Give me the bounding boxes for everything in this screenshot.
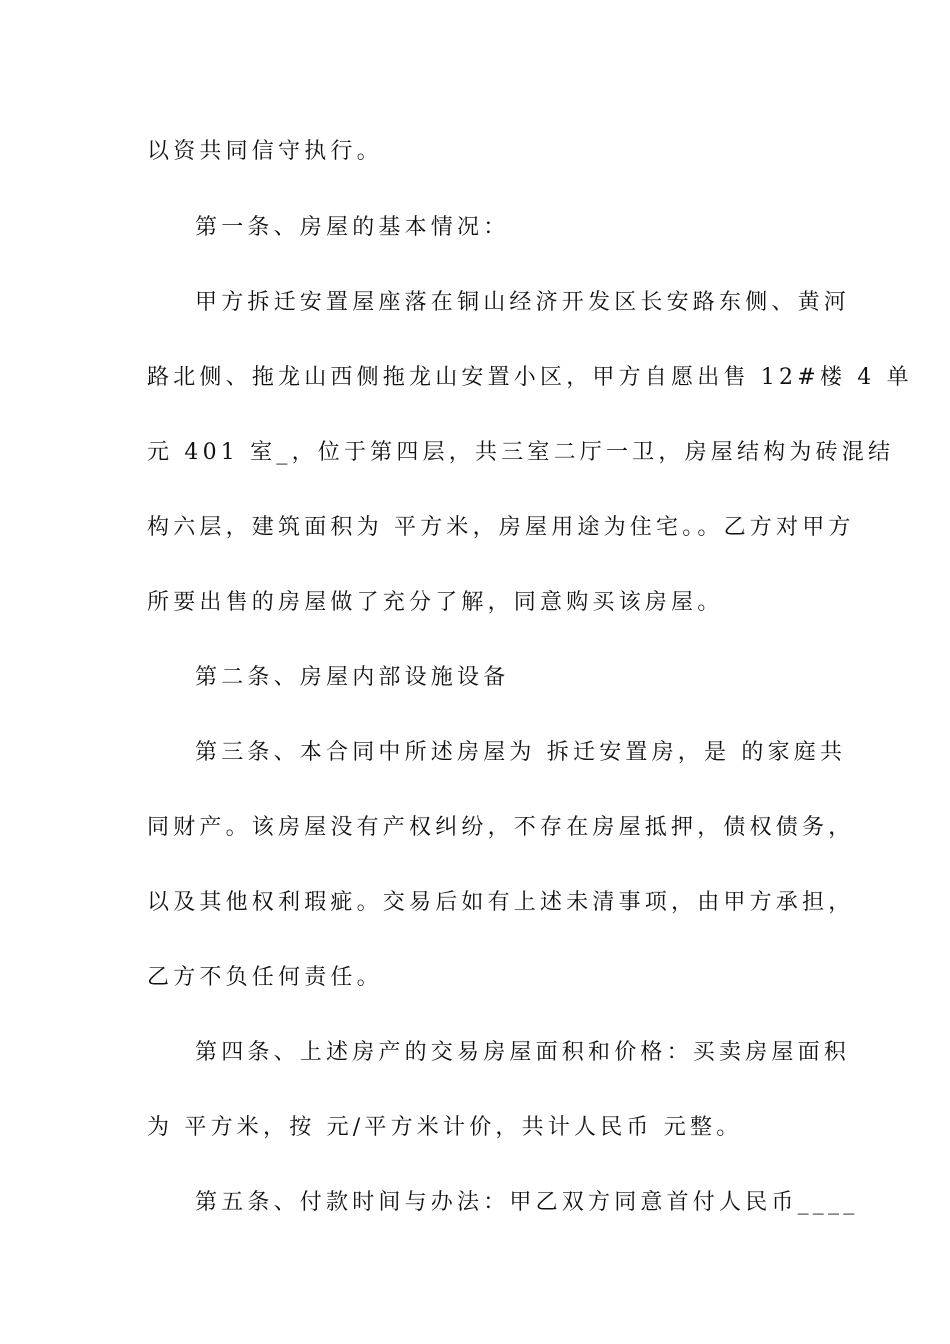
paragraph-line: 所要出售的房屋做了充分了解，同意购买该房屋。 (147, 590, 724, 615)
paragraph-line: 甲方拆迁安置屋座落在铜山经济开发区长安路东侧、黄河 (195, 290, 851, 315)
clause-1-heading: 第一条、房屋的基本情况： (195, 215, 510, 240)
paragraph-line: 为 平方米，按 元/平方米计价，共计人民币 元整。 (147, 1115, 743, 1140)
clause-5-line: 第五条、付款时间与办法：甲乙双方同意首付人民币____ (195, 1190, 859, 1215)
paragraph-line: 同财产。该房屋没有产权纠纷，不存在房屋抵押，债权债务， (147, 815, 855, 840)
paragraph-line: 以及其他权利瑕疵。交易后如有上述未清事项，由甲方承担， (147, 890, 855, 915)
paragraph-line: 路北侧、拖龙山西侧拖龙山安置小区，甲方自愿出售 12#楼 4 单 (147, 365, 913, 390)
clause-4-line: 第四条、上述房产的交易房屋面积和价格：买卖房屋面积 (195, 1040, 851, 1065)
paragraph-line: 乙方不负任何责任。 (147, 965, 383, 990)
paragraph-line: 元 401 室_，位于第四层，共三室二厅一卫，房屋结构为砖混结 (147, 440, 895, 465)
paragraph-line: 构六层，建筑面积为 平方米，房屋用途为住宅。。乙方对甲方 (147, 515, 855, 540)
clause-3-line: 第三条、本合同中所述房屋为 拆迁安置房，是 的家庭共 (195, 740, 847, 765)
clause-2-heading: 第二条、房屋内部设施设备 (195, 665, 510, 690)
paragraph-line: 以资共同信守执行。 (147, 139, 383, 164)
